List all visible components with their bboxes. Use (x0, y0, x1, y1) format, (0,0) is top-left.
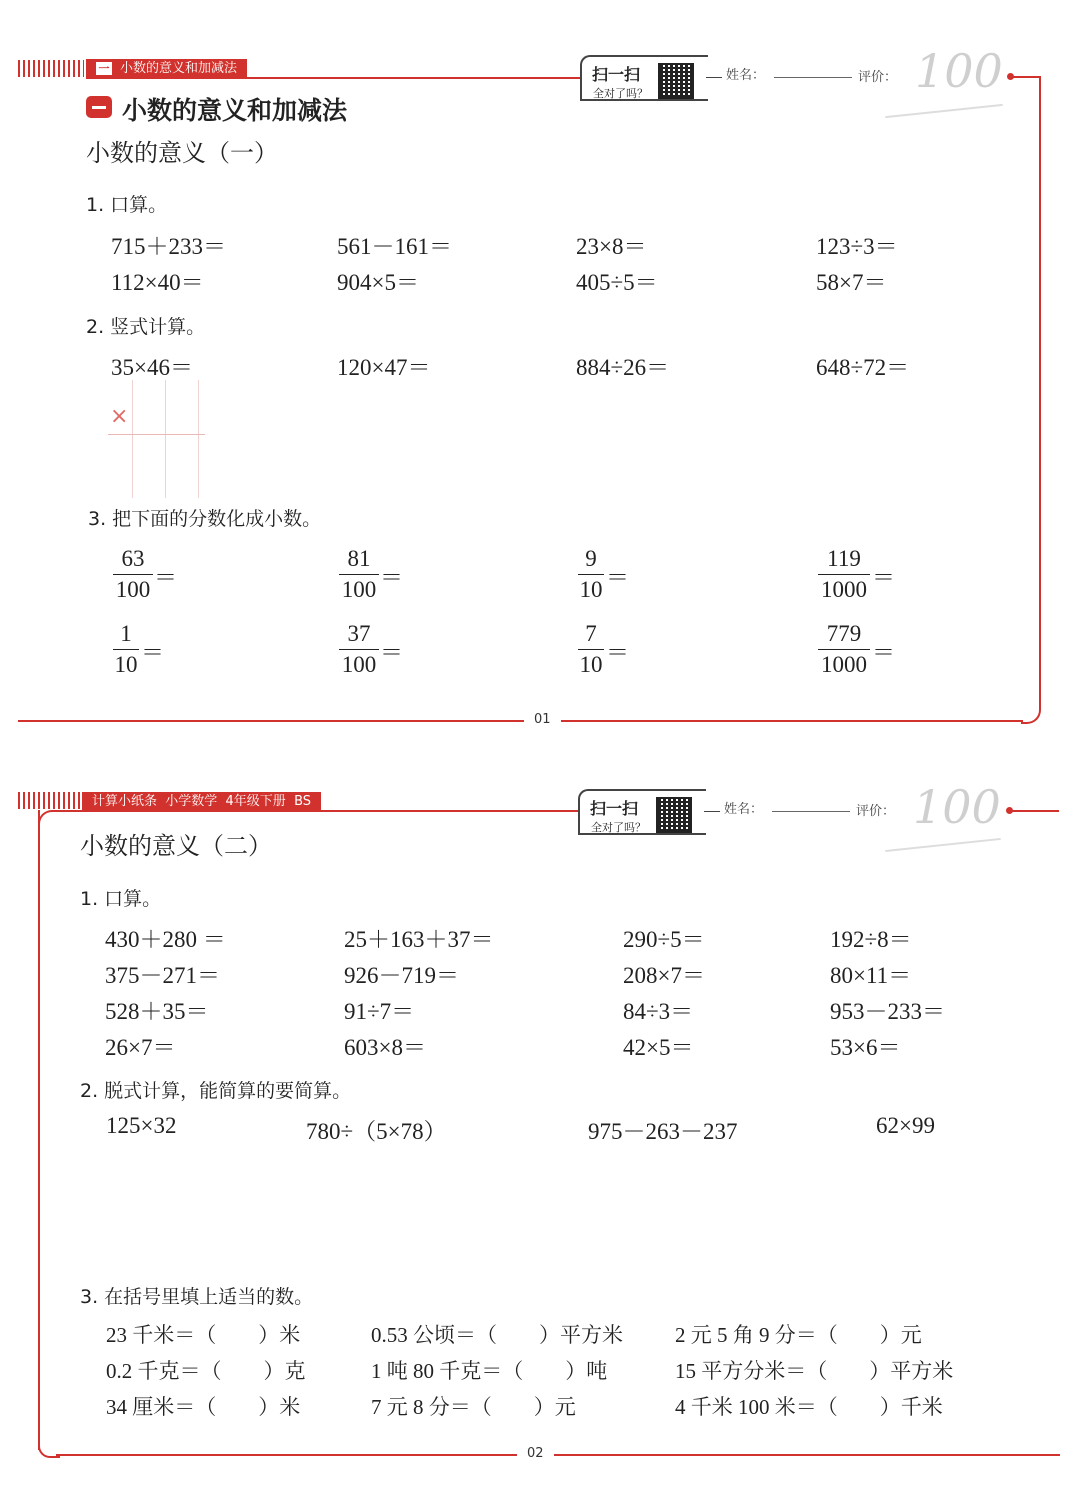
decor-stripes (18, 792, 80, 809)
name-field[interactable] (772, 810, 850, 812)
q2-item: 648÷72＝ (816, 355, 910, 380)
top-rule (82, 810, 578, 812)
rating-label: 评价： (858, 70, 898, 85)
section-icon (86, 96, 112, 118)
q2-item: 125×32 (106, 1113, 177, 1138)
chapter-tab-number: 一 (96, 62, 112, 75)
q3-item: 23 千米＝（ ）米 (106, 1323, 301, 1347)
page-number: 02 (517, 1446, 554, 1461)
q1-item: 53×6＝ (830, 1035, 901, 1060)
header-rule (704, 811, 720, 812)
q2-title: 2. 脱式计算，能简算的要简算。 (80, 1080, 352, 1102)
top-right-rule (1012, 76, 1040, 78)
q3-item: 34 厘米＝（ ）米 (106, 1395, 301, 1419)
q2-item: 120×47＝ (337, 355, 431, 380)
q1-item: 84÷3＝ (623, 999, 694, 1024)
q3-item: 1 吨 80 千克＝（ ）吨 (371, 1359, 608, 1383)
vertical-calc-grid (132, 380, 202, 498)
q1-item: 375－271＝ (105, 963, 220, 988)
q2-item: 884÷26＝ (576, 355, 670, 380)
q3-item: 7 元 8 分＝（ ）元 (371, 1395, 576, 1419)
q3-title: 3. 把下面的分数化成小数。 (88, 508, 322, 530)
bottom-rule (18, 720, 1023, 722)
q1-item: 405÷5＝ (576, 270, 658, 295)
q2-item: 35×46＝ (111, 355, 193, 380)
q1-item: 926－719＝ (344, 963, 459, 988)
multiply-mark: × (110, 404, 129, 429)
q3-item: 0.2 千克＝（ ）克 (106, 1359, 306, 1383)
q3-item: 0.53 公顷＝（ ）平方米 (371, 1323, 623, 1347)
q1-item: 192÷8＝ (830, 927, 912, 952)
q1-item: 123÷3＝ (816, 234, 898, 259)
equals-sign: ＝ (141, 640, 164, 665)
fraction: 81 100 (339, 546, 379, 603)
q1-item: 25＋163＋37＝ (344, 927, 494, 952)
q1-item: 603×8＝ (344, 1035, 426, 1060)
decor-stripes (18, 60, 84, 77)
q1-item: 208×7＝ (623, 963, 705, 988)
name-label: 姓名： (724, 802, 764, 817)
left-border (38, 810, 40, 1450)
q1-item: 561－161＝ (337, 234, 452, 259)
q1-item: 528＋35＝ (105, 999, 209, 1024)
q1-item: 430＋280 ＝ (105, 927, 226, 952)
fraction: 1 10 (114, 621, 138, 677)
page-title: 小数的意义（二） (80, 832, 272, 860)
q3-item: 4 千米 100 米＝（ ）千米 (675, 1395, 943, 1419)
page-1 (0, 0, 1080, 740)
name-label: 姓名： (726, 68, 766, 83)
q1-item: 904×5＝ (337, 270, 419, 295)
q1-item: 953－233＝ (830, 999, 945, 1024)
q1-item: 715＋233＝ (111, 234, 226, 259)
qr-code-icon[interactable] (658, 63, 694, 99)
q2-item: 975－263－237 (588, 1119, 738, 1144)
q3-title: 3. 在括号里填上适当的数。 (80, 1286, 314, 1308)
fraction: 119 1000 (818, 546, 870, 603)
q1-title: 1. 口算。 (86, 194, 168, 216)
qr-code-icon[interactable] (656, 797, 692, 833)
q3-item: 15 平方分米＝（ ）平方米 (675, 1359, 954, 1383)
top-left-corner (38, 810, 84, 832)
q2-item: 780÷（5×78） (306, 1119, 447, 1144)
section-title: 小数的意义和加减法 (122, 96, 348, 125)
q1-item: 23×8＝ (576, 234, 647, 259)
fraction: 37 100 (339, 621, 379, 678)
scan-label: 扫一扫 (590, 799, 639, 818)
fraction: 9 10 (579, 546, 603, 602)
page-title: 小数的意义（一） (86, 139, 278, 167)
page-number: 01 (524, 712, 561, 727)
top-rule (86, 77, 580, 79)
score-watermark: 100 (915, 44, 1003, 98)
q3-item: 2 元 5 角 9 分＝（ ）元 (675, 1323, 922, 1347)
q1-item: 80×11＝ (830, 963, 912, 988)
equals-sign: ＝ (872, 640, 895, 665)
scan-sublabel: 全对了吗？ (593, 87, 648, 100)
score-underline (885, 838, 1001, 852)
bottom-rule (56, 1454, 1060, 1456)
book-tab: 计算小纸条 小学数学 4年级下册 BS (82, 792, 321, 811)
chapter-tab-label: 小数的意义和加减法 (120, 61, 238, 76)
q1-item: 112×40＝ (111, 270, 204, 295)
fraction: 779 1000 (818, 621, 870, 678)
q1-item: 91÷7＝ (344, 999, 415, 1024)
name-field[interactable] (774, 76, 852, 78)
bottom-right-corner (1021, 694, 1041, 724)
top-right-rule (1011, 810, 1059, 812)
q1-item: 290÷5＝ (623, 927, 705, 952)
header-rule (706, 77, 722, 78)
fraction: 63 100 (113, 546, 153, 603)
equals-sign: ＝ (606, 640, 629, 665)
score-watermark: 100 (913, 780, 1001, 834)
equals-sign: ＝ (606, 565, 629, 590)
q2-item: 62×99 (876, 1113, 935, 1138)
equals-sign: ＝ (154, 565, 177, 590)
rating-label: 评价： (856, 804, 896, 819)
q2-title: 2. 竖式计算。 (86, 316, 206, 338)
equals-sign: ＝ (380, 640, 403, 665)
q1-item: 26×7＝ (105, 1035, 176, 1060)
q1-item: 58×7＝ (816, 270, 887, 295)
right-border (1039, 76, 1041, 706)
chapter-tab (86, 59, 247, 78)
scan-label: 扫一扫 (592, 65, 641, 84)
scan-sublabel: 全对了吗？ (591, 821, 646, 834)
fraction: 7 10 (579, 621, 603, 677)
page-2 (0, 752, 1080, 1504)
score-underline (885, 104, 1003, 118)
q1-title: 1. 口算。 (80, 888, 162, 910)
q1-item: 42×5＝ (623, 1035, 694, 1060)
equals-sign: ＝ (872, 565, 895, 590)
equals-sign: ＝ (380, 565, 403, 590)
vertical-calc-rule (108, 434, 205, 435)
